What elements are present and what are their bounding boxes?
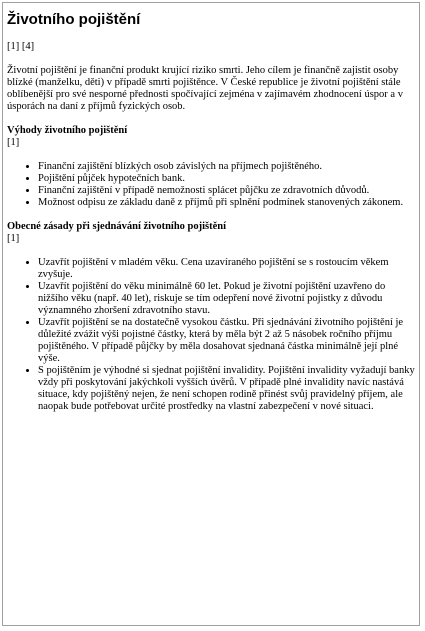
- principles-list: [7, 257, 415, 413]
- list-item: • Uzavřít pojištění se na dostatečně vysokou částku. Při sjednávání životního pojištění je důležité zvážit výši pojistné částky, která by měla být 2 až 5 násobek ročního příjmu pojištěného. V případě půjčky by měla dosahovat sjednaná částka minimálně její plné výše.: [38, 317, 415, 365]
- document-content: [7, 11, 415, 425]
- section-heading-advantages: Výhody životního pojištění: [7, 125, 128, 136]
- list-item: • S pojištěním je výhodné si sjednat pojištění invalidity. Pojištění invalidity vyžadují banky vždy při poskytování jakýchkoli vyšších úvěrů. V případě plné invalidity navíc nastává situace, kdy pojištěný nejen, že není schopen rodině přinést svůj pravidelný příjem, ale naopak bude potřebovat určité prostředky na vlastní zabezpečení v nové situaci.: [38, 365, 415, 413]
- list-item: • Možnost odpisu ze základu daně z příjmů při splnění podmínek stanovených zákonem.: [38, 197, 415, 209]
- section-ref-advantages[interactable]: [1]: [7, 137, 20, 148]
- list-item: • Finanční zajištění blízkých osob závislých na příjmech pojištěného.: [38, 161, 415, 173]
- advantages-list: [7, 161, 415, 209]
- page-frame: [2, 2, 420, 626]
- list-item: • Pojištění půjček hypotečních bank.: [38, 173, 415, 185]
- list-item: • Uzavřít pojištění do věku minimálně 60 let. Pokud je životní pojištění uzavřeno do nižšího věku (např. 40 let), riskuje se tím odepření nové životní pojistky z důvodu významného zhoršení zdravotního stavu.: [38, 281, 415, 317]
- intro-paragraph: Životní pojištění je finanční produkt krující riziko smrti. Jeho cílem je finančně zajistit osoby blízké (manželku, děti) v případě smrti pojištěnce. V České republice je životní pojištění stále oblíbenější pro své nesporné přednosti spočívající zejména v zajímavém zhodnocení úspor a v úsporách na daní z příjmů fyzických osob.: [7, 65, 403, 112]
- list-item: • Finanční zajištění v případě nemožnosti splácet půjčku ze zdravotních důvodů.: [38, 185, 415, 197]
- section-heading-principles: Obecné zásady při sjednávání životního pojištění: [7, 221, 227, 232]
- section-ref-principles[interactable]: [1]: [7, 233, 20, 244]
- list-item: • Uzavřít pojištění v mladém věku. Cena uzavíraného pojištění se s rostoucím věkem zvyšuje.: [38, 257, 415, 281]
- page-title: Životního pojištění: [7, 11, 141, 28]
- reference-links[interactable]: [1] [4]: [7, 41, 35, 52]
